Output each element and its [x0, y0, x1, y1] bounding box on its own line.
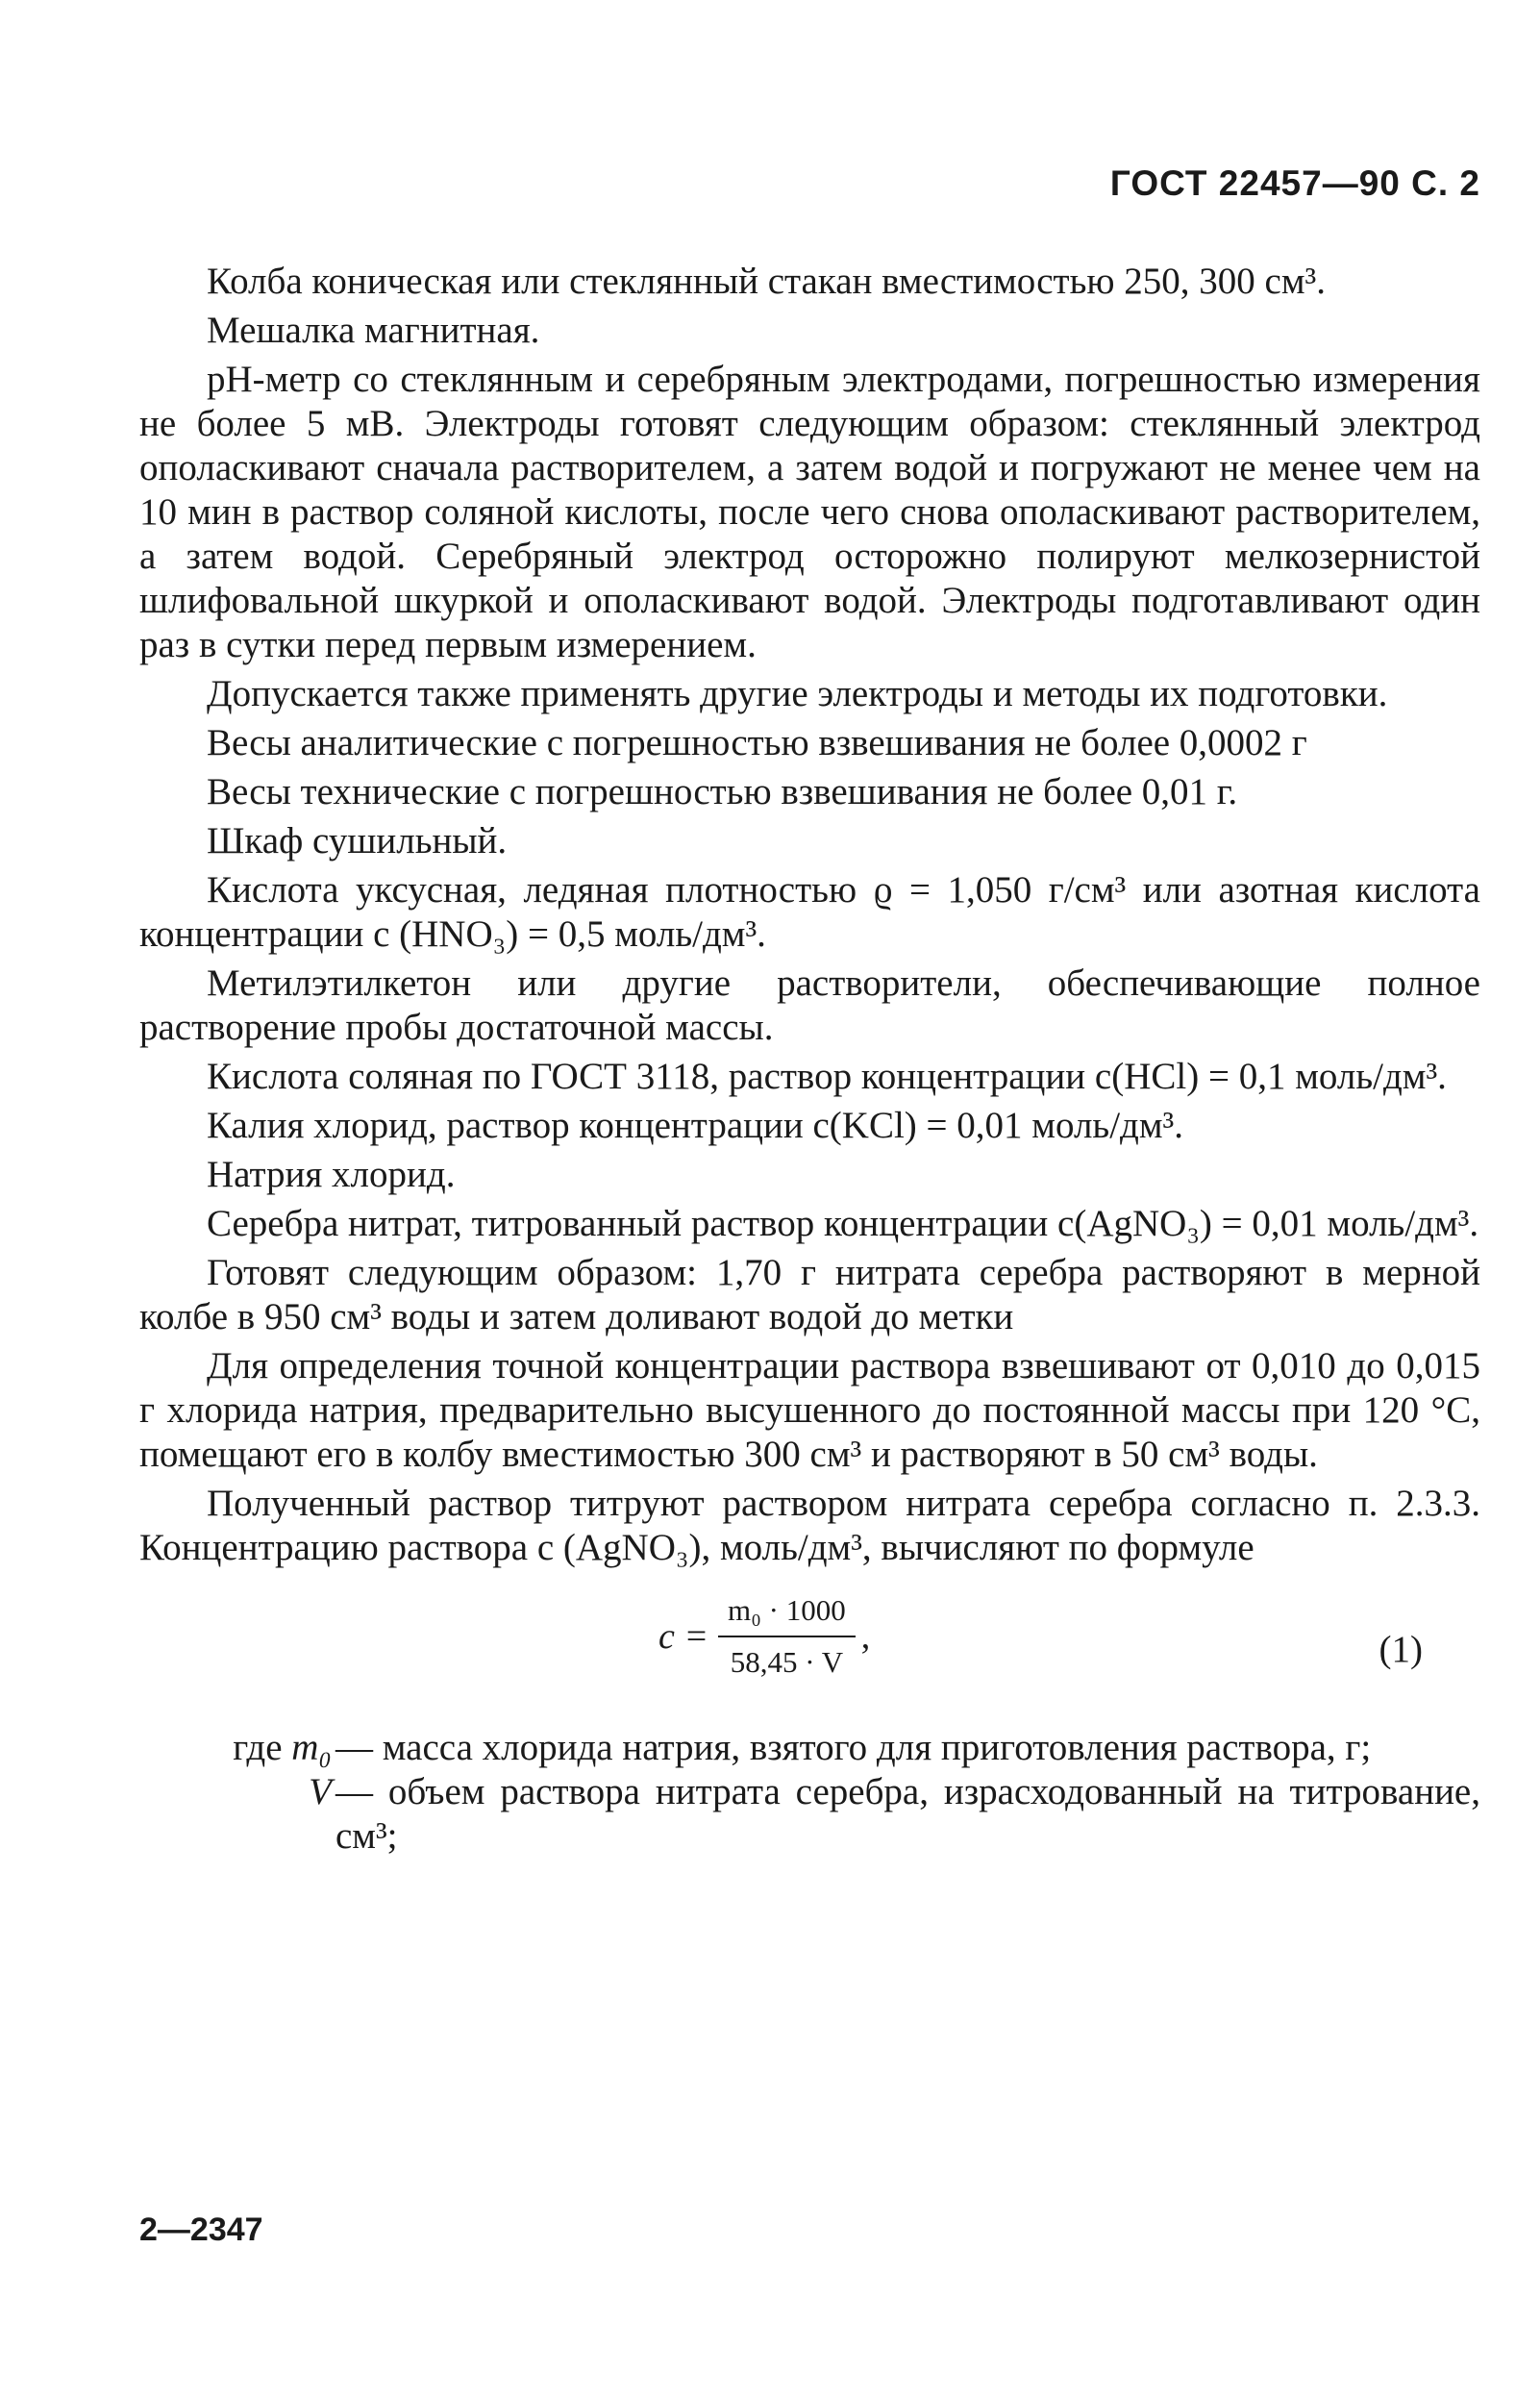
definition-text: — объем раствора нитрата серебра, израсходованный на титрование, см³; [335, 1771, 1480, 1857]
page-footer-code: 2—2347 [139, 2211, 263, 2248]
formula [658, 1591, 870, 1682]
document-body [139, 260, 1480, 1859]
paragraph: рН-метр со стеклянным и серебряным электродами, погрешностью измерения не более 5 мВ. Электроды готовят следующим образом: стеклянный электрод ополаскивают сначала растворителем, а затем водой и погружают не менее чем на 10 мин в раствор соляной кислоты, после чего снова ополаскивают растворителем, а затем водой. Серебряный электрод осторожно полируют мелкозернистой шлифовальной шкуркой и ополаскивают водой. Электроды подготавливают один раз в сутки перед первым измерением. [139, 359, 1480, 665]
formula-block [139, 1591, 1480, 1716]
formula-fraction [718, 1591, 856, 1682]
symbol-m0: m₀ [291, 1727, 332, 1768]
paragraph: Калия хлорид, раствор концентрации c(KCl) = 0,01 моль/дм³. [207, 1105, 1183, 1146]
page-header: ГОСТ 22457—90 С. 2 [1109, 163, 1480, 203]
paragraph: Колба коническая или стеклянный стакан вместимостью 250, 300 см³. [207, 261, 1326, 302]
formula-denominator: 58,45 · V [730, 1645, 844, 1679]
paragraph: Для определения точной концентрации раствора взвешивают от 0,010 до 0,015 г хлорида натрия, предварительно высушенного до постоянной массы при 120 °С, помещают его в колбу вместимостью 300 см³ и растворяют в 50 см³ воды. [139, 1345, 1480, 1475]
symbol-v: V [309, 1771, 332, 1812]
variable-definitions [139, 1726, 1480, 1859]
paragraph: Кислота соляная по ГОСТ 3118, раствор концентрации c(HCl) = 0,1 моль/дм³. [207, 1056, 1447, 1097]
paragraph: Натрия хлорид. [207, 1154, 456, 1195]
paragraph: Метилэтилкетон или другие растворители, обеспечивающие полное растворение пробы достаточной массы. [139, 962, 1480, 1048]
formula-lhs: c = [658, 1616, 709, 1657]
formula-numerator: m₀ · 1000 [718, 1591, 856, 1637]
definition-symbol [139, 1770, 332, 1859]
formula-number: (1) [1379, 1629, 1423, 1670]
paragraph: Мешалка магнитная. [207, 310, 540, 351]
paragraph: Кислота уксусная, ледяная плотностью ϱ = 1,050 г/см³ или азотная кислота концентрации c (HNO₃) = 0,5 моль/дм³. [139, 869, 1480, 955]
paragraph: Готовят следующим образом: 1,70 г нитрата серебра растворяют в мерной колбе в 950 см³ воды и затем доливают водой до метки [139, 1252, 1480, 1337]
paragraph: Шкаф сушильный. [207, 820, 508, 862]
where-intro: где [233, 1727, 283, 1768]
definition-symbol [139, 1726, 332, 1770]
paragraph: Весы технические с погрешностью взвешивания не более 0,01 г. [207, 771, 1238, 812]
paragraph: Весы аналитические с погрешностью взвешивания не более 0,0002 г [207, 722, 1307, 763]
definition-text: — масса хлорида натрия, взятого для приготовления раствора, г; [335, 1727, 1372, 1768]
paragraph: Серебра нитрат, титрованный раствор концентрации c(AgNO₃) = 0,01 моль/дм³. [207, 1203, 1479, 1244]
paragraph: Допускается также применять другие электроды и методы их подготовки. [207, 673, 1388, 714]
paragraph: Полученный раствор титруют раствором нитрата серебра согласно п. 2.3.3. Концентрацию раствора c (AgNO₃), моль/дм³, вычисляют по формуле [139, 1483, 1480, 1568]
formula-comma: , [860, 1616, 871, 1657]
